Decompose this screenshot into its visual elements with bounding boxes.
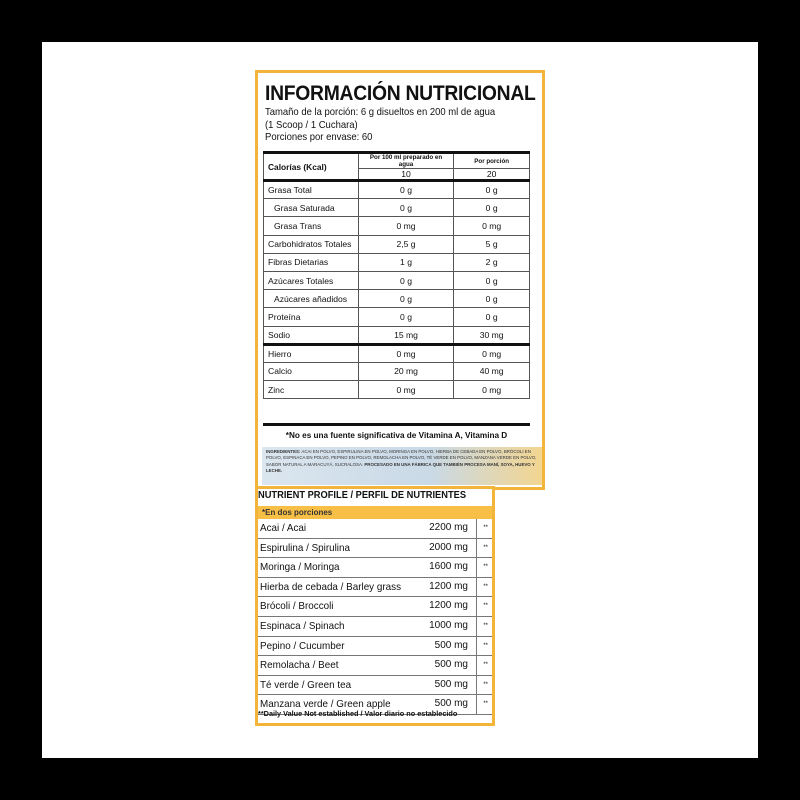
table-row bbox=[264, 308, 530, 326]
nutrient-name: Hierro bbox=[264, 344, 359, 362]
nutrient-serving: 0 g bbox=[454, 308, 530, 326]
ingredients-label: INGREDIENTES: bbox=[266, 449, 301, 454]
nutrient-name: Carbohidratos Totales bbox=[264, 235, 359, 253]
nutrition-table bbox=[263, 151, 530, 399]
table-row bbox=[264, 326, 530, 344]
item-amount: 1000 mg bbox=[429, 619, 468, 631]
ingredients-warning: PROCESADO EN UNA FÁBRICA QUE TAMBIÉN PROCESA MANÍ, SOYA, HUEVO Y LECHE. bbox=[266, 461, 535, 474]
item-amount: 500 mg bbox=[434, 678, 468, 690]
nutrient-name: Azúcares Totales bbox=[264, 271, 359, 289]
nutrient-per100: 1 g bbox=[358, 253, 454, 271]
table-row bbox=[264, 217, 530, 235]
nutrient-per100: 0 g bbox=[358, 308, 454, 326]
item-name: Acai / Acai bbox=[260, 522, 307, 534]
calories-serving: 20 bbox=[454, 169, 530, 181]
item-amount: 500 mg bbox=[434, 639, 468, 651]
item-dv: ** bbox=[483, 525, 488, 531]
serving-unit: (1 Scoop / 1 Cuchara) bbox=[265, 119, 358, 131]
table-row bbox=[264, 290, 530, 308]
nutrient-per100: 20 mg bbox=[358, 362, 454, 380]
nutrient-name: Sodio bbox=[264, 326, 359, 344]
nutrient-per100: 15 mg bbox=[358, 326, 454, 344]
profile-title: NUTRIENT PROFILE / PERFIL DE NUTRIENTES bbox=[258, 490, 467, 501]
item-amount: 500 mg bbox=[434, 698, 468, 710]
item-name: Espirulina / Spirulina bbox=[260, 541, 350, 554]
item-dv: ** bbox=[483, 603, 488, 610]
profile-list bbox=[258, 519, 492, 715]
nutrient-name: Grasa Trans bbox=[264, 217, 359, 235]
item-amount: 1200 mg bbox=[429, 580, 468, 592]
item-dv: ** bbox=[483, 642, 488, 649]
vitamin-note: *No es una fuente significativa de Vitamina A, Vitamina D bbox=[263, 423, 530, 448]
item-name: Remolacha / Beet bbox=[260, 659, 339, 672]
list-item bbox=[258, 597, 492, 617]
column-header-per100: Por 100 ml preparado en agua bbox=[358, 153, 454, 169]
profile-subtitle: *En dos porciones bbox=[258, 506, 492, 519]
nutrient-name: Grasa Total bbox=[264, 181, 359, 199]
item-dv: ** bbox=[483, 701, 488, 708]
nutrient-serving: 0 g bbox=[454, 181, 530, 199]
list-item bbox=[258, 578, 492, 598]
item-dv: ** bbox=[483, 564, 488, 571]
item-amount: 500 mg bbox=[434, 659, 468, 671]
nutrient-name: Proteína bbox=[264, 308, 359, 326]
nutrient-serving: 0 mg bbox=[454, 381, 530, 399]
nutrient-name: Zinc bbox=[264, 381, 359, 399]
nutrient-serving: 0 g bbox=[454, 271, 530, 289]
nutrient-serving: 30 mg bbox=[454, 326, 530, 344]
nutrient-serving: 0 g bbox=[454, 290, 530, 308]
calories-per100: 10 bbox=[358, 169, 454, 181]
nutrient-name: Grasa Saturada bbox=[264, 199, 359, 217]
nutrient-serving: 40 mg bbox=[454, 362, 530, 380]
nutrition-title: INFORMACIÓN NUTRICIONAL bbox=[265, 82, 536, 105]
table-row bbox=[264, 235, 530, 253]
list-item bbox=[258, 676, 492, 696]
nutrient-serving: 0 mg bbox=[454, 344, 530, 362]
table-row bbox=[264, 271, 530, 289]
nutrient-serving: 0 mg bbox=[454, 217, 530, 235]
nutrient-name: Calcio bbox=[264, 362, 359, 380]
list-item bbox=[258, 519, 492, 539]
table-row bbox=[264, 253, 530, 271]
list-item bbox=[258, 558, 492, 578]
nutrient-per100: 0 g bbox=[358, 290, 454, 308]
nutrient-per100: 0 mg bbox=[358, 344, 454, 362]
table-row bbox=[264, 344, 530, 362]
nutrient-serving: 5 g bbox=[454, 235, 530, 253]
item-dv: ** bbox=[483, 544, 488, 551]
item-name: Té verde / Green tea bbox=[260, 678, 352, 691]
item-amount: 1600 mg bbox=[429, 561, 468, 573]
item-dv: ** bbox=[483, 622, 488, 629]
nutrient-per100: 0 g bbox=[358, 199, 454, 217]
table-row bbox=[264, 381, 530, 399]
item-dv: ** bbox=[483, 681, 488, 688]
list-item bbox=[258, 637, 492, 657]
nutrient-per100: 0 mg bbox=[358, 217, 454, 235]
item-name: Pepino / Cucumber bbox=[260, 639, 345, 652]
column-header-serving: Por porción bbox=[454, 153, 530, 169]
nutrient-name: Azúcares añadidos bbox=[264, 290, 359, 308]
nutrient-per100: 0 g bbox=[358, 271, 454, 289]
list-item bbox=[258, 656, 492, 676]
item-dv: ** bbox=[483, 662, 488, 669]
nutrient-name: Fibras Dietarias bbox=[264, 253, 359, 271]
ingredients-text: ACAI EN POLVO, ESPIRULINA EN POLVO, MORINGA EN POLVO, HIERBA DE CEBADA EN POLVO, BRÓCOLI EN POLVO, ESPINACA EN POLVO, PEPINO EN POLVO, REMOLACHA EN POLVO, TÉ VERDE EN POLVO, MANZANA VERDE EN POLVO, SABOR NATURAL A MARACUYÁ, SUCRALOSA. bbox=[266, 449, 537, 467]
list-item bbox=[258, 539, 492, 559]
nutrient-per100: 0 g bbox=[358, 181, 454, 199]
item-name: Hierba de cebada / Barley grass bbox=[260, 580, 401, 593]
ingredients-block bbox=[262, 447, 542, 485]
table-row bbox=[264, 199, 530, 217]
item-amount: 2200 mg bbox=[429, 522, 468, 533]
list-item bbox=[258, 617, 492, 637]
serving-size: Tamaño de la porción: 6 g disueltos en 200 ml de agua bbox=[265, 107, 496, 118]
item-amount: 1200 mg bbox=[429, 600, 468, 612]
table-row bbox=[264, 362, 530, 380]
calories-label: Calorías (Kcal) bbox=[264, 153, 359, 181]
item-amount: 2000 mg bbox=[429, 541, 468, 553]
item-name: Moringa / Moringa bbox=[260, 561, 340, 574]
item-dv: ** bbox=[483, 583, 488, 590]
nutrient-per100: 2,5 g bbox=[358, 235, 454, 253]
item-name: Brócoli / Broccoli bbox=[260, 600, 334, 613]
item-name: Manzana verde / Green apple bbox=[260, 698, 391, 711]
nutrient-serving: 0 g bbox=[454, 199, 530, 217]
servings-per-container: Porciones por envase: 60 bbox=[265, 132, 373, 143]
table-row bbox=[264, 181, 530, 199]
item-name: Espinaca / Spinach bbox=[260, 619, 345, 632]
nutrient-per100: 0 mg bbox=[358, 381, 454, 399]
profile-footnote: **Daily Value Not established / Valor diario no establecido bbox=[258, 709, 458, 718]
nutrient-serving: 2 g bbox=[454, 253, 530, 271]
